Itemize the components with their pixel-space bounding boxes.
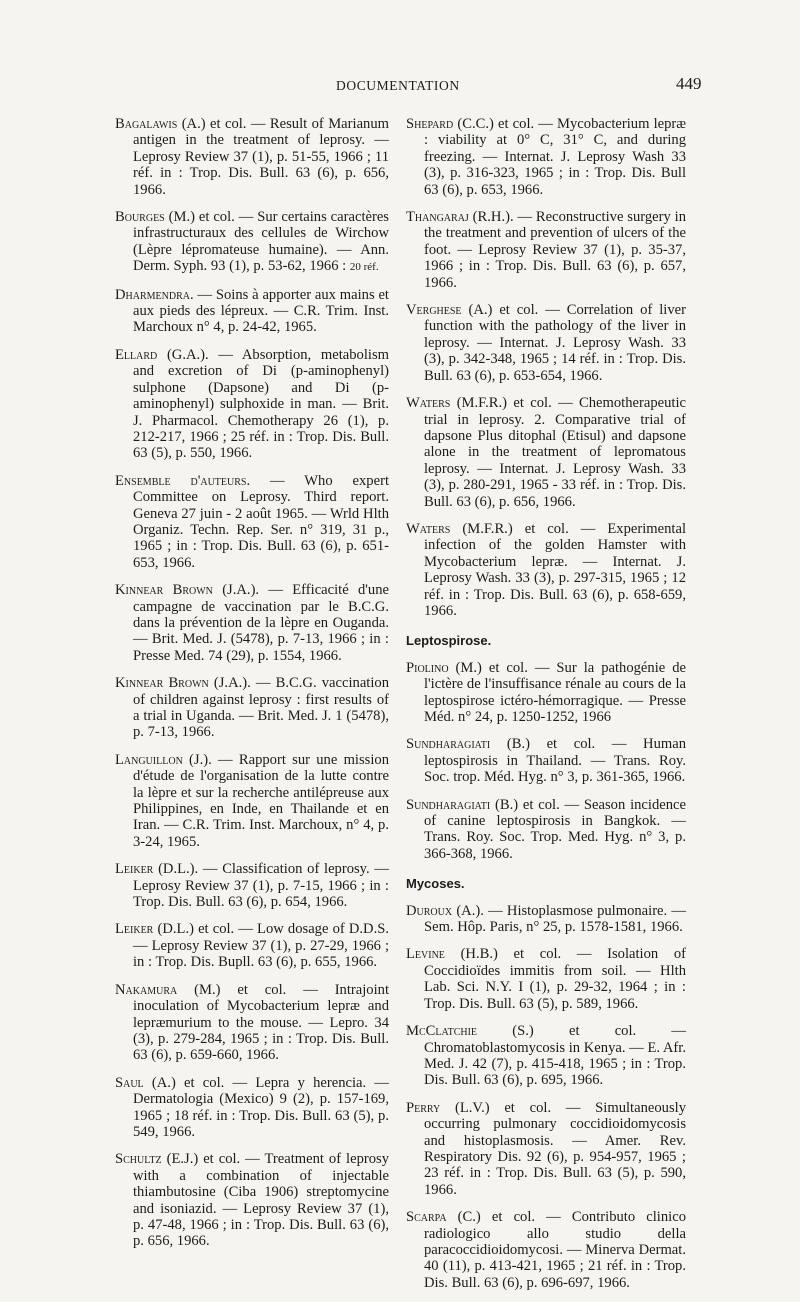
entry-author: Sundharagiati bbox=[406, 736, 491, 753]
entry-text: (B.) et col. — Season incidence of canine leptospirosis in Bangkok. — Trans. Roy. Soc. Trop. Med. Hyg. n° 3, p. 366-368, 1966. bbox=[424, 796, 686, 862]
entry-author: Languillon bbox=[115, 751, 183, 768]
page-number: 449 bbox=[676, 74, 702, 93]
bibliography-entry bbox=[406, 946, 686, 1012]
bibliography-entry bbox=[115, 675, 389, 741]
bibliography-entry bbox=[115, 209, 389, 276]
bibliography-entry bbox=[115, 347, 389, 462]
entry-text: (J.A.). — B.C.G. vaccination of children against leprosy : first results of a trial in Uganda. — Brit. Med. J. 1 (5478), p. 7-13, 1966. bbox=[133, 675, 389, 741]
bibliography-entry bbox=[406, 209, 686, 291]
entry-text: (D.L.). — Classification of leprosy. — Leprosy Review 37 (1), p. 7-15, 1966 ; in : Trop. Dis. Bull. 63 (6), p. 654, 1966. bbox=[133, 861, 389, 911]
bibliography-entry bbox=[115, 921, 389, 970]
entry-text: (A.) et col. — Lepra y herencia. — Dermatologia (Mexico) 9 (2), p. 157-169, 1965 ; 18 réf. in : Trop. Dis. Bull. 63 (5), p. 549, 1966. bbox=[133, 1074, 389, 1140]
running-title: DOCUMENTATION bbox=[336, 78, 460, 93]
entry-text: (C.C.) et col. — Mycobacterium lepræ : viability at 0° C, 31° C, and during freezing. — Internat. J. Leprosy Wash 33 (3), p. 316-323, 1965 ; in : Trop. Dis. Bull 63 (6), p. 653, 1966. bbox=[424, 116, 686, 198]
entry-text: (M.) et col. — Sur certains caractères infrastructuraux des cellules de Wirchow (Lèpre lépromateuse humaine). — Ann. Derm. Syph. 93 (1), p. 53-62, 1966 : bbox=[133, 209, 389, 275]
section-heading-mycoses: Mycoses. bbox=[406, 876, 465, 892]
entry-author: Verghese bbox=[406, 302, 462, 319]
entry-author: Duroux bbox=[406, 902, 453, 919]
entry-author: Bourges bbox=[115, 209, 165, 226]
bibliography-entry bbox=[115, 861, 389, 910]
bibliography-entry bbox=[406, 1209, 686, 1291]
entry-author: Bagalawis bbox=[115, 116, 178, 132]
bibliography-entry bbox=[406, 302, 686, 384]
entry-author: Leiker bbox=[115, 861, 154, 878]
entry-author: Ellard bbox=[115, 346, 158, 363]
entry-author: Waters bbox=[406, 395, 451, 412]
entry-text: . — Soins à apporter aux mains et aux pieds des lépreux. — C.R. Trim. Inst. Marchoux n° 4, p. 24-42, 1965. bbox=[133, 286, 389, 336]
entry-text: (A.) et col. — Result of Marianum antigen in the treatment of leprosy. — Leprosy Review 37 (1), p. 51-55, 1966 ; 11 réf. in : Trop. Dis. Bull. 63 (6), p. 656, 1966. bbox=[133, 116, 389, 198]
entry-author: Schultz bbox=[115, 1151, 162, 1168]
bibliography-entry bbox=[115, 1151, 389, 1249]
bibliography-entry bbox=[406, 797, 686, 863]
left-column bbox=[115, 116, 389, 1261]
entry-text: (M.F.R.) et col. — Experimental infection of the golden Hamster with Mycobacterium lepræ. — Internat. J. Leprosy Wash. 33 (3), p. 297-315, 1965 ; 12 réf. in : Trop. Dis. Bull. 63 (6), p. 658-659, 1966. bbox=[424, 520, 686, 619]
bibliography-entry bbox=[115, 473, 389, 571]
entry-author: Perry bbox=[406, 1099, 441, 1116]
entry-text: (M.F.R.) et col. — Chemotherapeutic trial in leprosy. 2. Comparative trial of dapsone Plus ditophal (Etisul) and dapsone alone in the treatment of lepromatous leprosy. — Internat. J. Leprosy Wash. 33 (3), p. 280-291, 1965 - 33 réf. in : Trop. Dis. Bull. 63 (6), p. 656, 1966. bbox=[424, 395, 686, 510]
entry-text: (J.). — Rapport sur une mission d'étude de l'organisation de la lutte contre la lèpre et sur la recherche antilépreuse aux Philippines, en Inde, en Thailande et en Iran. — C.R. Trim. Inst. Marchoux, n° 4, p. 3-24, 1965. bbox=[133, 751, 389, 850]
entry-text: (G.A.). — Absorption, metabolism and excretion of Di (p-aminophenyl) sulphone (Dapsone) and Di (p-aminophenyl) sulphoxide in man. — Brit. J. Pharmacol. Chemotherapy 26 (1), p. 212-217, 1966 ; 25 réf. in : Trop. Dis. Bull. 63 (5), p. 550, 1966. bbox=[133, 346, 389, 462]
entry-note: 20 réf. bbox=[349, 261, 379, 274]
section-heading-leptospirose: Leptospirose. bbox=[406, 633, 492, 649]
bibliography-entry bbox=[406, 736, 686, 785]
page-header bbox=[0, 74, 800, 100]
bibliography-entry bbox=[115, 1075, 389, 1141]
entry-text: (L.V.) et col. — Simultaneously occurring pulmonary coccidioidomycosis and histoplasmosis. — Amer. Rev. Respiratory Dis. 92 (6), p. 954-957, 1965 ; 23 réf. in : Trop. Dis. Bull. 63 (5), p. 590, 1966. bbox=[424, 1099, 686, 1198]
entry-text: (A.) et col. — Correlation of liver function with the pathology of the liver in leprosy. — Internat. J. Leprosy Wash. 33 (3), p. 342-348, 1965 ; 14 réf. in : Trop. Dis. Bull. 63 (6), p. 653-654, 1966. bbox=[424, 302, 686, 384]
bibliography-entry bbox=[406, 395, 686, 510]
entry-text: (E.J.) et col. — Treatment of leprosy with a combination of injectable thiambutosine (Ciba 1906) streptomycine and isoniazid. — Leprosy Review 37 (1), p. 47-48, 1966 ; in : Trop. Dis. Bull. 63 (6), p. 656, 1966. bbox=[133, 1151, 389, 1250]
entry-text: (M.) et col. — Intrajoint inoculation of Mycobacterium lepræ and lepræmurium to the mouse. — Lepro. 34 (3), p. 279-284, 1965 ; in : Trop. Dis. Bull. 63 (6), p. 659-660, 1966. bbox=[133, 981, 389, 1064]
entry-author: Kinnear Brown bbox=[115, 582, 213, 599]
entry-author: Scarpa bbox=[406, 1209, 447, 1226]
entry-author: McClatchie bbox=[406, 1023, 478, 1040]
entry-author: Shepard bbox=[406, 116, 454, 132]
entry-author: Sundharagiati bbox=[406, 796, 491, 813]
bibliography-entry bbox=[406, 903, 686, 936]
entry-text: (D.L.) et col. — Low dosage of D.D.S. — Leprosy Review 37 (1), p. 27-29, 1966 ; in : Trop. Dis. Bupll. 63 (6), p. 655, 1966. bbox=[133, 921, 389, 971]
bibliography-entry bbox=[115, 982, 389, 1064]
bibliography-entry bbox=[115, 116, 389, 198]
entry-author: Saul bbox=[115, 1074, 144, 1091]
bibliography-entry bbox=[406, 1100, 686, 1198]
bibliography-entry bbox=[406, 116, 686, 198]
right-column bbox=[406, 116, 686, 1302]
entry-author: Waters bbox=[406, 520, 451, 537]
entry-author: Nakamura bbox=[115, 981, 178, 998]
entry-text: (C.) et col. — Contributo clinico radiologico allo studio della paracoccidioidomycosi. — Minerva Dermat. 40 (11), p. 413-421, 1965 ; 21 réf. in : Trop. Dis. Bull. 63 (6), p. 696-697, 1966. bbox=[424, 1209, 686, 1291]
entry-author: Kinnear Brown bbox=[115, 675, 209, 692]
entry-text: (S.) et col. — Chromatoblastomycosis in Kenya. — E. Afr. Med. J. 42 (7), p. 415-418, 1965 ; in : Trop. Dis. Bull. 63 (6), p. 695, 1966. bbox=[424, 1023, 686, 1089]
entry-author: Piolino bbox=[406, 659, 449, 676]
entry-author: Ensemble d'auteurs bbox=[115, 472, 247, 489]
entry-text: (J.A.). — Efficacité d'une campagne de vaccination par le B.C.G. dans la prévention de la lèpre en Ouganda. — Brit. Med. J. (5478), p. 7-13, 1966 ; in : Presse Med. 74 (29), p. 1554, 1966. bbox=[133, 582, 390, 664]
entry-text: (H.B.) et col. — Isolation of Coccidioïdes immitis from soil. — Hlth Lab. Sci. N.Y. I (1), p. 29-32, 1964 ; in : Trop. Dis. Bull. 63 (5), p. 589, 1966. bbox=[424, 946, 686, 1012]
entry-text: (R.H.). — Reconstructive surgery in the treatment and prevention of ulcers of the foot. — Leprosy Review 37 (1), p. 35-37, 1966 ; in : Trop. Dis. Bull. 63 (6), p. 657, 1966. bbox=[424, 209, 686, 291]
bibliography-entry bbox=[115, 582, 389, 664]
bibliography-entry bbox=[406, 1023, 686, 1089]
bibliography-entry bbox=[406, 660, 686, 726]
entry-text: (A.). — Histoplasmose pulmonaire. — Sem. Hôp. Paris, n° 25, p. 1578-1581, 1966. bbox=[424, 902, 686, 936]
entry-author: Thangaraj bbox=[406, 209, 469, 226]
entry-author: Leiker bbox=[115, 921, 154, 938]
entry-text: (B.) et col. — Human leptospirosis in Thailand. — Trans. Roy. Soc. trop. Méd. Hyg. n° 3, p. 361-365, 1966. bbox=[424, 736, 686, 786]
entry-text: (M.) et col. — Sur la pathogénie de l'ictère de l'insuffisance rénale au cours de la leptospirose ictéro-hémorragique. — Presse Méd. n° 24, p. 1250-1252, 1966 bbox=[424, 659, 686, 725]
bibliography-entry bbox=[406, 521, 686, 619]
entry-author: Levine bbox=[406, 946, 445, 963]
bibliography-entry bbox=[115, 287, 389, 336]
entry-author: Dharmendra bbox=[115, 286, 190, 303]
bibliography-entry bbox=[115, 752, 389, 850]
entry-text: . — Who expert Committee on Leprosy. Third report. Geneva 27 juin - 2 août 1965. — Wrld Hlth Organiz. Techn. Rep. Ser. n° 319, 31 p., 1965 ; in : Trop. Dis. Bull. 63 (6), p. 651-653, 1966. bbox=[133, 472, 389, 571]
